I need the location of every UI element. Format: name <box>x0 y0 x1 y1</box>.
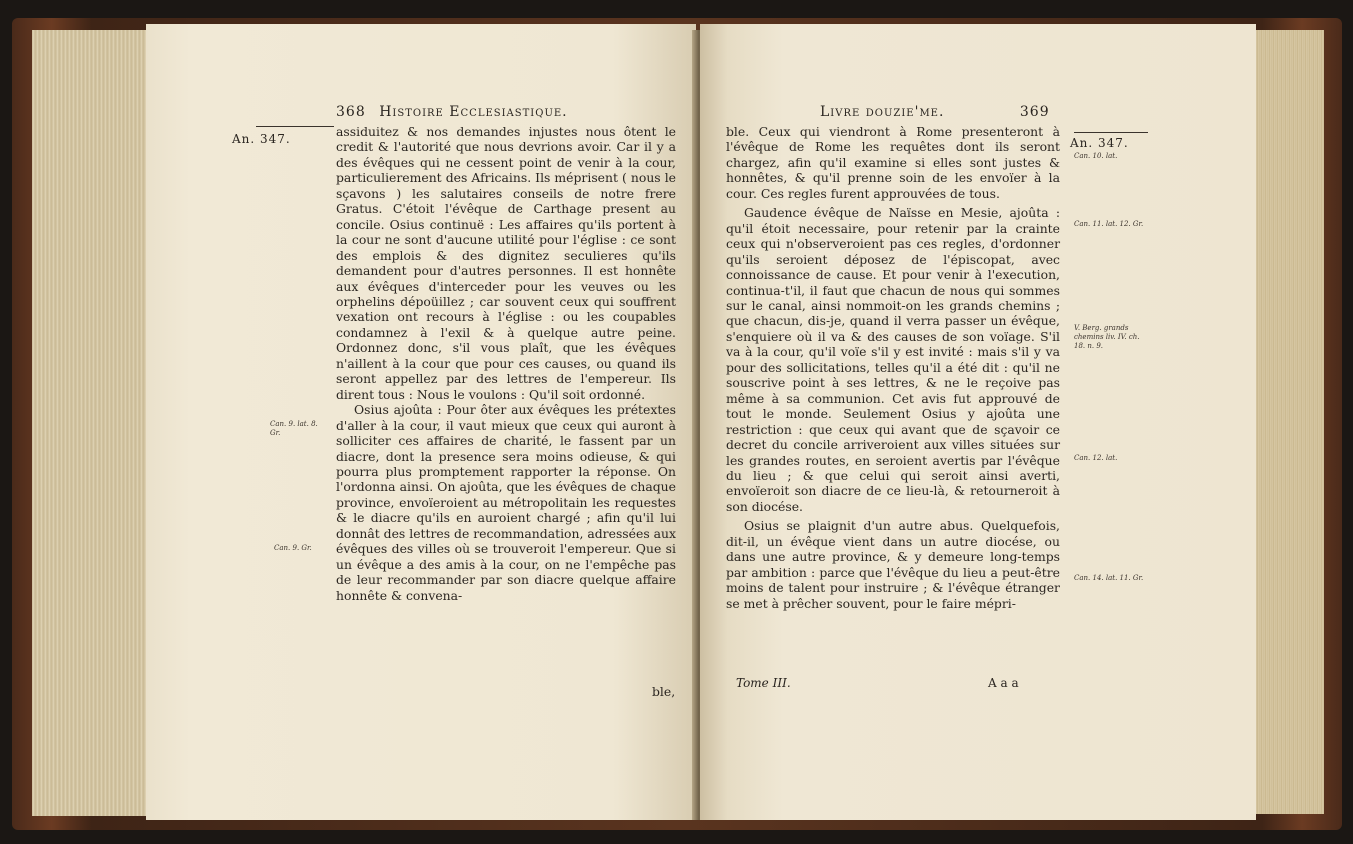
left-catchword: ble, <box>652 684 676 699</box>
right-footer-tome: Tome III. <box>736 676 791 690</box>
left-margin-note-2: Can. 9. Gr. <box>274 544 312 552</box>
right-year: An. 347. <box>1070 136 1129 150</box>
right-text-block <box>726 124 1060 611</box>
right-page-number: 369 <box>1019 104 1050 120</box>
left-year: An. 347. <box>232 132 291 146</box>
right-page <box>700 24 1256 820</box>
right-margin-note-4: Can. 12. lat. <box>1074 454 1118 462</box>
left-page <box>146 24 696 820</box>
left-paragraph-2: Osius ajoûta : Pour ôter aux évêques les prétextes d'aller à la cour, il vaut mieux que ceux qui auront à solliciter ces affaires de charité, le fassent par un diacre, dont la presence sera moins odieuse, & qui pourra plus promptement rapporter la réponse. On l'ordonna ainsi. On ajoûta, que les évêques de chaque province, envoïeroient au métropolitain les requestes & le diacre qu'ils en auroient chargé ; afin qu'il lui donnât des lettres de recommandation, adressées aux évêques des villes où se trouveroit l'empereur. Que si un évêque a des amis à la cour, on ne l'empêche pas de leur recommander par son diacre quelque affaire honnête & convena- <box>336 402 676 603</box>
right-margin-note-2: Can. 11. lat. 12. Gr. <box>1074 220 1144 228</box>
right-year-rule <box>1074 132 1148 133</box>
left-running-title: Histoire Ecclesiastique. <box>379 104 568 120</box>
left-paragraph-1: assiduitez & nos demandes injustes nous ôtent le credit & l'autorité que nous devrions avoir. Car il y a des évêques qui ne cessent point de venir à la cour, particulierement des Africains. Ils méprisent ( nous le sçavons ) les salutaires conseils de notre frere Gratus. C'étoit l'évêque de Carthage present au concile. Osius continuë : Les affaires qu'ils portent à la cour ne sont d'aucune utilité pour l'église : ce sont des emplois & des dignitez seculieres qu'ils demandent pour d'autres personnes. Il est honnête aux évêques d'interceder pour les veuves ou les orphelins dépoüillez ; car souvent ceux qui souffrent vexation ont recours à l'église : ou les coupables condamnez à l'exil & à quelque autre peine. Ordonnez donc, s'il vous plaît, que les évêques n'aillent à la cour que pour ces causes, ou quand ils seront appellez par des lettres de l'empereur. Ils dirent tous : Nous le voulons : Qu'il soit ordonné. <box>336 124 676 402</box>
right-running-title: Livre douzie'me. <box>820 104 945 120</box>
right-running-head <box>820 104 1050 120</box>
right-paragraph-2: Gaudence évêque de Naïsse en Mesie, ajoûta : qu'il étoit necessaire, pour retenir par la crainte ceux qui n'observeroient pas ces regles, d'ordonner qu'ils seroient déposez de l'épiscopat, avec connoissance de cause. Et pour venir à l'execution, continua-t'il, il faut que chacun de nous qui sommes sur le canal, ainsi nommoit-on les grands chemins ; que chacun, dis-je, quand il verra passer un évêque, s'enquiere où il va & des causes de son voïage. S'il va à la cour, qu'il voïe s'il y est invité : mais s'il y va pour des sollicitations, telles qu'il a été dit : qu'il ne souscrive point à ses lettres, & ne le reçoive pas même à sa communion. Cet avis fut approuvé de tout le monde. Seulement Osius y ajoûta une restriction : que ceux qui avant que de sçavoir ce decret du concile arriveroient aux villes situées sur les grandes routes, en seroient avertis par l'évêque du lieu ; & que celui qui seroit ainsi averti, envoïeroit son diacre de ce lieu-là, & retourneroit à son diocése. <box>726 205 1060 514</box>
page-edges-right <box>1252 30 1324 814</box>
left-text-block <box>336 124 676 603</box>
left-page-number: 368 <box>336 104 366 120</box>
right-margin-note-1: Can. 10. lat. <box>1074 152 1118 160</box>
right-signature-mark: A a a <box>988 676 1019 690</box>
right-paragraph-3: Osius se plaignit d'un autre abus. Quelquefois, dit-il, un évêque vient dans un autre diocése, ou dans une autre province, & y demeure long-temps par ambition : parce que l'évêque du lieu a peut-être moins de talent pour instruire ; & l'évêque étranger se met à prêcher souvent, pour le faire mépri- <box>726 518 1060 611</box>
right-margin-note-3: V. Berg. grands chemins liv. IV. ch. 18. n. 9. <box>1074 324 1140 350</box>
right-paragraph-1: ble. Ceux qui viendront à Rome presenteront à l'évêque de Rome les requêtes dont ils seront chargez, afin qu'il examine si elles sont justes & honnêtes, & qu'il prenne soin de les envoïer à la cour. Ces regles furent approuvées de tous. <box>726 124 1060 201</box>
left-margin-note-1: Can. 9. lat. 8. Gr. <box>270 420 318 437</box>
page-edges-left <box>32 30 150 816</box>
right-margin-note-5: Can. 14. lat. 11. Gr. <box>1074 574 1144 582</box>
left-year-rule <box>256 126 334 127</box>
left-running-head <box>336 104 568 120</box>
